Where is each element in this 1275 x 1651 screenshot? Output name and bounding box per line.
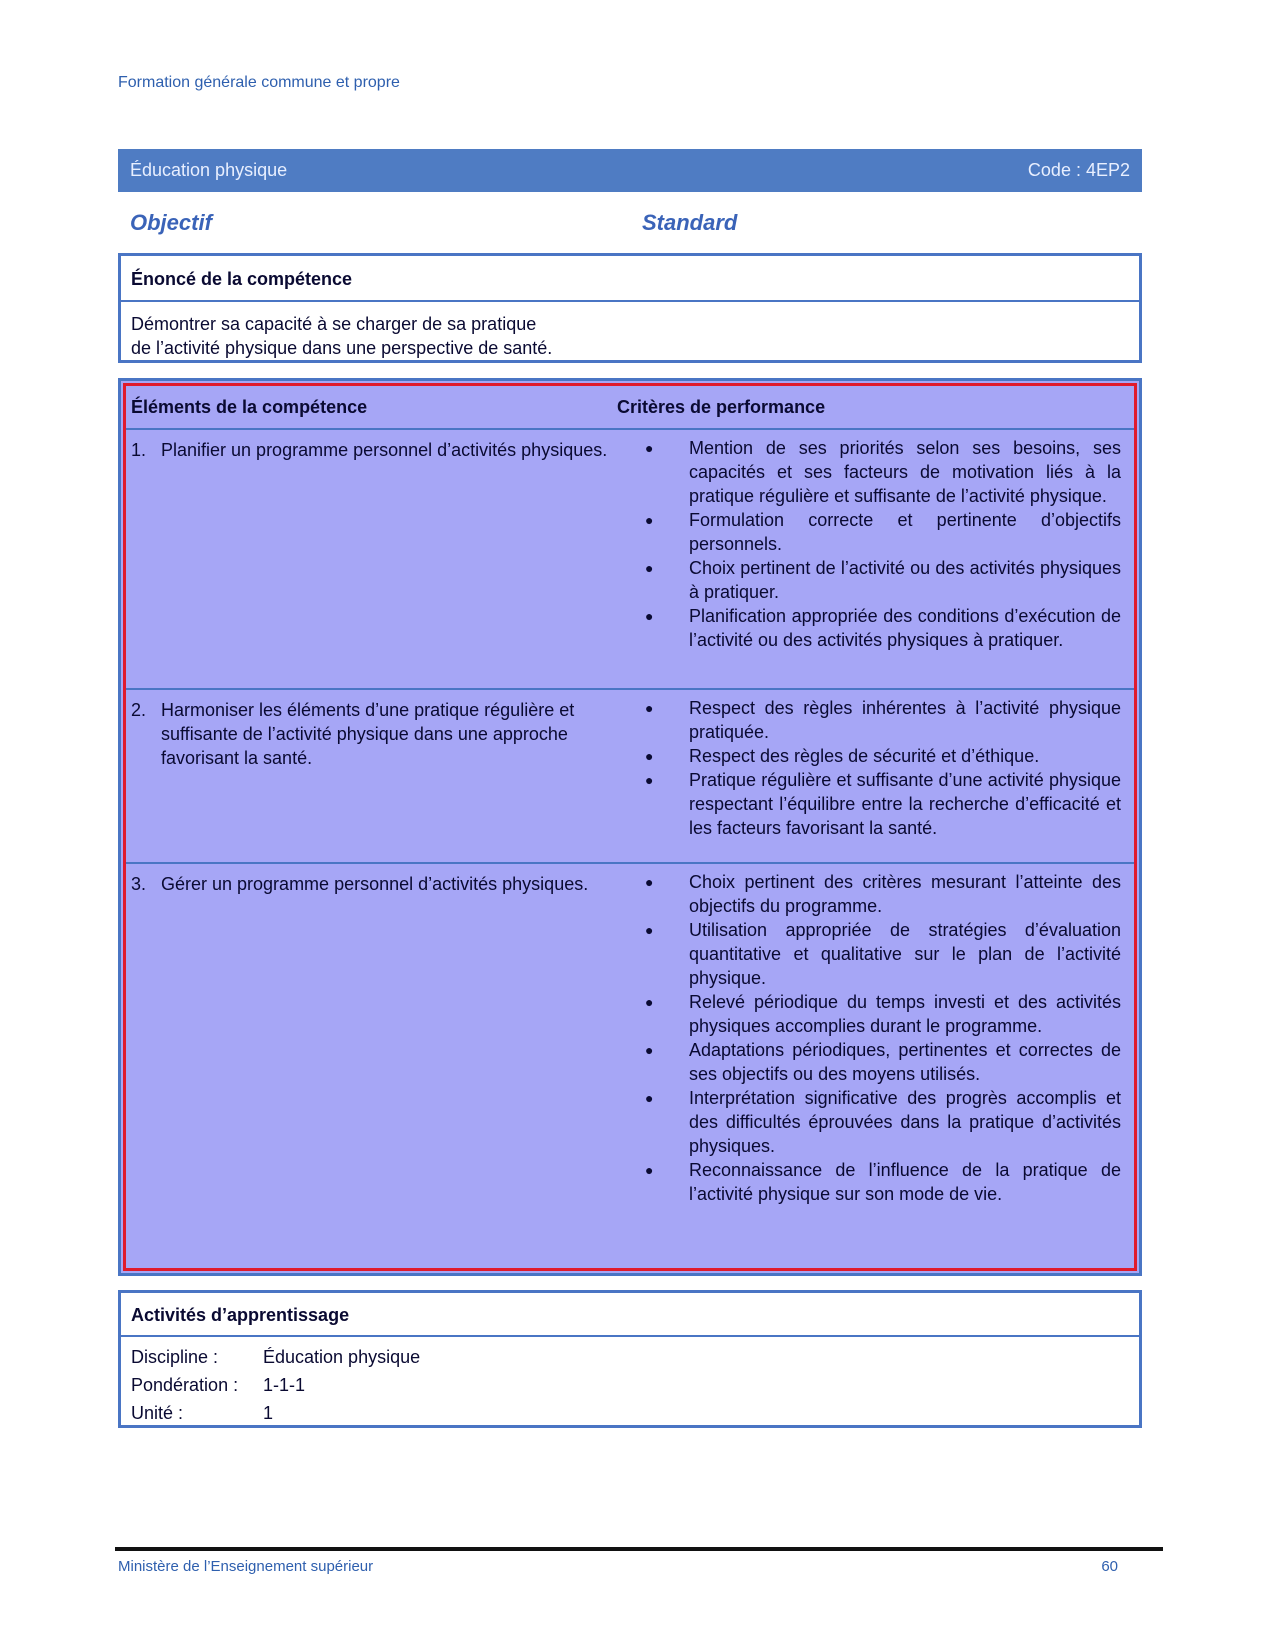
list-item xyxy=(645,1086,1121,1158)
bullet-icon: ● xyxy=(645,440,654,456)
criterion-text: Pratique régulière et suffisante d’une activité physique respectant l’équilibre entre la recherche d’efficacité et les facteurs favorisant la santé. xyxy=(689,770,1121,838)
learning-activities-box xyxy=(118,1290,1142,1428)
criteria-list xyxy=(645,436,1121,652)
competence-elements-table xyxy=(118,378,1142,1276)
bullet-icon: ● xyxy=(645,1042,654,1058)
criteria-list xyxy=(645,870,1121,1206)
bullet-icon: ● xyxy=(645,772,654,788)
element-number: 3. xyxy=(131,874,147,894)
competence-statement-box xyxy=(118,253,1142,363)
list-item xyxy=(645,918,1121,990)
list-item xyxy=(645,990,1121,1038)
criterion-text: Adaptations périodiques, pertinentes et correctes de ses objectifs ou des moyens utilisés. xyxy=(689,1040,1121,1084)
bullet-icon: ● xyxy=(645,874,654,890)
bullet-icon: ● xyxy=(645,994,654,1010)
competence-elements-frame xyxy=(123,383,1137,1271)
element-text xyxy=(131,698,611,770)
objective-row xyxy=(130,210,750,236)
list-item xyxy=(645,556,1121,604)
discipline-line xyxy=(131,1343,1139,1371)
elements-heading: Éléments de la compétence xyxy=(131,397,368,417)
criterion-text: Mention de ses priorités selon ses besoins, ses capacités et ses facteurs de motivation liés à la pratique régulière et suffisante de l’activité physique. xyxy=(689,438,1121,506)
element-text xyxy=(131,872,611,896)
list-item xyxy=(645,1158,1121,1206)
criterion-text: Choix pertinent des critères mesurant l’atteinte des objectifs du programme. xyxy=(689,872,1121,916)
list-item xyxy=(645,604,1121,652)
element-description: Planifier un programme personnel d’activités physiques. xyxy=(161,440,608,460)
list-item xyxy=(645,436,1121,508)
element-description: Gérer un programme personnel d’activités physiques. xyxy=(161,874,589,894)
list-item xyxy=(645,696,1121,744)
competence-statement-line: de l’activité physique dans une perspective de santé. xyxy=(131,338,553,358)
learning-activities-heading: Activités d’apprentissage xyxy=(121,1293,1139,1337)
criterion-text: Utilisation appropriée de stratégies d’évaluation quantitative et qualitative sur le plan de l’activité physique. xyxy=(689,920,1121,988)
criterion-text: Respect des règles inhérentes à l’activité physique pratiquée. xyxy=(689,698,1121,742)
discipline-label: Discipline : xyxy=(131,1347,219,1367)
criterion-text: Choix pertinent de l’activité ou des activités physiques à pratiquer. xyxy=(689,558,1121,602)
footer-divider xyxy=(115,1547,1163,1551)
element-text xyxy=(131,438,611,462)
unite-label: Unité : xyxy=(131,1403,184,1423)
criterion-text: Respect des règles de sécurité et d’éthique. xyxy=(689,746,1040,766)
ponderation-value: 1-1-1 xyxy=(263,1375,306,1395)
ministry-name: Ministère de l’Enseignement supérieur xyxy=(118,1558,374,1575)
element-number: 2. xyxy=(131,700,147,720)
competence-statement-text xyxy=(121,302,1139,360)
document-header: Formation générale commune et propre xyxy=(118,74,400,91)
ponderation-line xyxy=(131,1371,1139,1399)
bullet-icon: ● xyxy=(645,748,654,764)
course-title: Éducation physique xyxy=(130,160,288,180)
learning-activities-details xyxy=(121,1337,1139,1427)
objectif-label: Objectif xyxy=(130,210,212,235)
page-number: 60 xyxy=(1101,1558,1118,1575)
table-row xyxy=(126,430,1134,690)
table-header xyxy=(126,386,1134,430)
list-item xyxy=(645,1038,1121,1086)
list-item xyxy=(645,508,1121,556)
unite-line xyxy=(131,1399,1139,1427)
criterion-text: Planification appropriée des conditions d’exécution de l’activité ou des activités physiques à pratiquer. xyxy=(689,606,1121,650)
table-row xyxy=(126,690,1134,864)
bullet-icon: ● xyxy=(645,560,654,576)
bullet-icon: ● xyxy=(645,608,654,624)
bullet-icon: ● xyxy=(645,922,654,938)
criteria-heading: Critères de performance xyxy=(617,397,826,417)
list-item xyxy=(645,768,1121,840)
course-code: Code : 4EP2 xyxy=(1027,160,1130,180)
ponderation-label: Pondération : xyxy=(131,1375,239,1395)
criterion-text: Formulation correcte et pertinente d’objectifs personnels. xyxy=(689,510,1121,554)
competence-statement-heading: Énoncé de la compétence xyxy=(121,256,1139,302)
table-row xyxy=(126,864,1134,1244)
unite-value: 1 xyxy=(263,1403,274,1423)
competence-statement-line: Démontrer sa capacité à se charger de sa pratique xyxy=(131,314,537,334)
element-description: Harmoniser les éléments d’une pratique régulière et suffisante de l’activité physique dans une approche favorisant la santé. xyxy=(161,700,575,768)
criteria-list xyxy=(645,696,1121,840)
bullet-icon: ● xyxy=(645,700,654,716)
list-item xyxy=(645,744,1121,768)
bullet-icon: ● xyxy=(645,512,654,528)
list-item xyxy=(645,870,1121,918)
standard-label: Standard xyxy=(642,210,738,235)
discipline-value: Éducation physique xyxy=(263,1347,421,1367)
criterion-text: Reconnaissance de l’influence de la pratique de l’activité physique sur son mode de vie. xyxy=(689,1160,1121,1204)
course-title-bar xyxy=(118,149,1142,192)
bullet-icon: ● xyxy=(645,1162,654,1178)
element-number: 1. xyxy=(131,440,147,460)
criterion-text: Interprétation significative des progrès accomplis et des difficultés éprouvées dans la pratique d’activités physiques. xyxy=(689,1088,1121,1156)
bullet-icon: ● xyxy=(645,1090,654,1106)
criterion-text: Relevé périodique du temps investi et des activités physiques accomplies durant le programme. xyxy=(689,992,1121,1036)
page-footer xyxy=(118,1558,1118,1575)
